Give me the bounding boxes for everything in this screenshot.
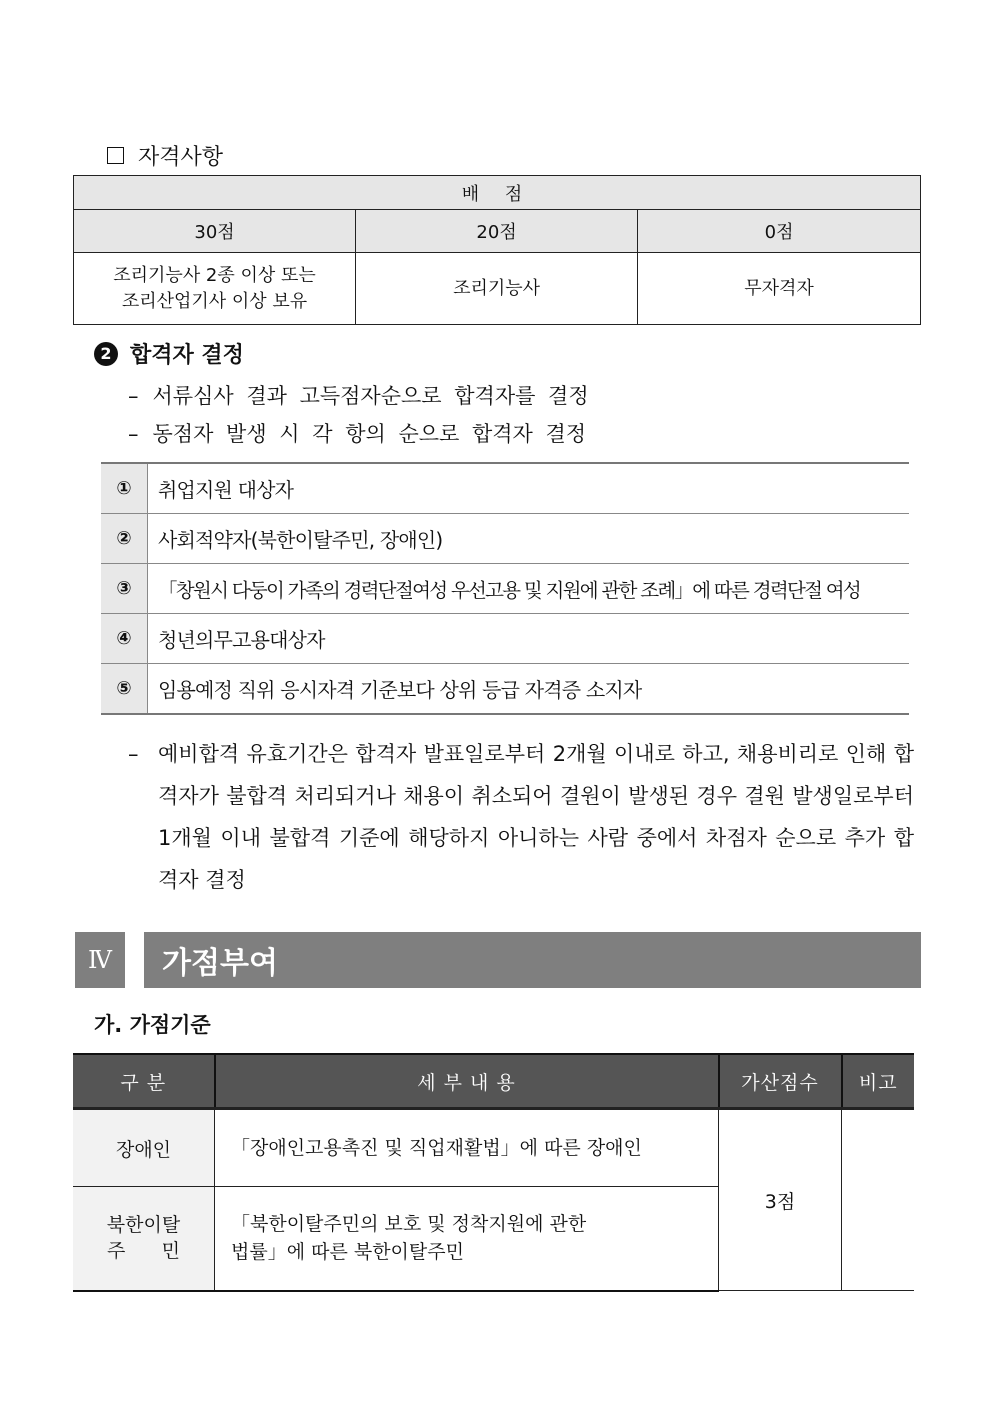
decision-bullet-text: 서류심사 결과 고득점자순으로 합격자를 결정 xyxy=(152,384,589,408)
bonus-header-points: 가산점수 xyxy=(719,1054,842,1109)
list-item xyxy=(101,614,909,664)
qualification-title xyxy=(107,140,223,171)
section-title: 가점부여 xyxy=(162,946,278,981)
list-item xyxy=(101,564,909,614)
decision-title: 합격자 결정 xyxy=(130,343,244,368)
tie-break-list xyxy=(101,462,909,715)
waitlist-text: 예비합격 유효기간은 합격자 발표일로부터 2개월 이내로 하고, 채용비리로 인해 합격자가 불합격 처리되거나 채용이 취소되어 결원이 발생된 경우 결원 발생일로부터 1개월 이내 불합격 기준에 해당하지 아니하는 사람 중에서 차점자 순으로 추가 합격자 결정 xyxy=(158,742,914,892)
section-numeral: Ⅳ xyxy=(75,932,125,988)
item-text: 사회적약자(북한이탈주민, 장애인) xyxy=(148,514,910,564)
bonus-header-category: 구 분 xyxy=(73,1054,215,1109)
qualification-title-text: 자격사항 xyxy=(138,145,224,170)
decision-bullet xyxy=(128,380,589,410)
item-number: ① xyxy=(101,463,148,514)
bonus-header-note: 비고 xyxy=(842,1054,915,1109)
dash-marker: – xyxy=(128,384,139,408)
number-circle-icon: 2 xyxy=(94,342,118,366)
bonus-category: 북한이탈 주 민 xyxy=(73,1187,215,1291)
score-cell-20: 조리기능사 xyxy=(356,253,638,325)
item-number: ④ xyxy=(101,614,148,664)
item-text: 「창원시 다둥이 가족의 경력단절여성 우선고용 및 지원에 관한 조례」에 따른 경력단절 여성 xyxy=(148,564,910,614)
score-col-30: 30점 xyxy=(74,210,356,253)
item-text: 취업지원 대상자 xyxy=(148,463,910,514)
item-text: 임용예정 직위 응시자격 기준보다 상위 등급 자격증 소지자 xyxy=(158,678,642,702)
list-item xyxy=(101,664,909,715)
item-number: ③ xyxy=(101,564,148,614)
item-text: 청년의무고용대상자 xyxy=(148,614,910,664)
subsection-title: 가. 가점기준 xyxy=(94,1013,211,1037)
waitlist-paragraph xyxy=(128,733,914,901)
item-number: ② xyxy=(101,514,148,564)
score-col-0: 0점 xyxy=(638,210,921,253)
item-number: ⑤ xyxy=(101,664,148,715)
list-item xyxy=(101,514,909,564)
bonus-points: 3점 xyxy=(719,1109,842,1291)
section-title-bar xyxy=(144,932,921,988)
bonus-table xyxy=(73,1053,914,1292)
score-cell-30: 조리기능사 2종 이상 또는 조리산업기사 이상 보유 xyxy=(74,253,356,325)
bonus-detail: 「북한이탈주민의 보호 및 정착지원에 관한 법률」에 따른 북한이탈주민 xyxy=(215,1187,719,1291)
table-row xyxy=(73,1109,914,1187)
score-table-header: 배 점 xyxy=(74,176,921,210)
bonus-detail: 「장애인고용촉진 및 직업재활법」에 따른 장애인 xyxy=(215,1109,719,1187)
checkbox-square-icon xyxy=(107,147,124,164)
score-col-20: 20점 xyxy=(356,210,638,253)
list-item xyxy=(101,463,909,514)
dash-marker: – xyxy=(128,422,139,446)
decision-heading xyxy=(94,338,244,369)
score-table xyxy=(73,175,921,325)
decision-bullet-text: 동점자 발생 시 각 항의 순으로 합격자 결정 xyxy=(152,422,587,446)
score-cell-0: 무자격자 xyxy=(638,253,921,325)
bonus-header-detail: 세 부 내 용 xyxy=(215,1054,719,1109)
dash-marker: – xyxy=(128,742,139,766)
decision-bullet xyxy=(128,418,586,448)
bonus-category: 장애인 xyxy=(73,1109,215,1187)
bonus-note xyxy=(842,1109,915,1291)
